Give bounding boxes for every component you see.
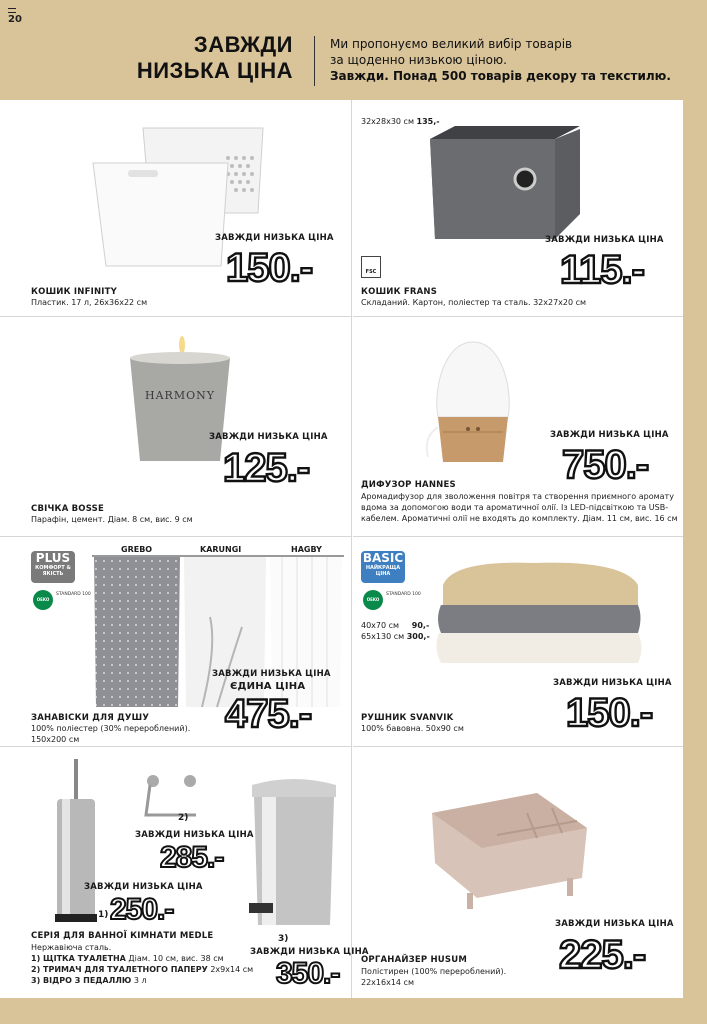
product-curtains[interactable] xyxy=(0,537,352,747)
husum-price-tag: ЗАВЖДИ НИЗЬКА ЦІНА xyxy=(555,919,674,929)
fsc-logo: FSC xyxy=(361,256,381,278)
hannes-desc-line3: кабелем. Ароматичні олії не входять до комплекту. Діам. 11 см, вис. 16 см xyxy=(361,514,678,523)
curtains-desc-line1: 100% поліестер (30% перероблений). xyxy=(31,724,191,733)
husum-desc-line2: 22х16х14 см xyxy=(361,978,414,987)
product-svanvik[interactable] xyxy=(353,537,683,747)
product-sheet xyxy=(0,100,683,998)
medle-n1: 1) xyxy=(98,910,109,920)
curtains-desc-line2: 150х200 см xyxy=(31,735,80,744)
medle-price-tag-3: ЗАВЖДИ НИЗЬКА ЦІНА xyxy=(250,947,369,957)
infinity-price-tag: ЗАВЖДИ НИЗЬКА ЦІНА xyxy=(215,233,334,243)
medle-desc: Нержавіюча сталь. xyxy=(31,943,112,952)
product-infinity[interactable] xyxy=(0,100,352,317)
curtain-label-hagby: HAGBY xyxy=(291,545,322,554)
candle-bosse-image xyxy=(125,333,235,468)
basic-badge-main: BASIC xyxy=(362,551,404,565)
bosse-price: 125.- xyxy=(223,446,310,490)
header-title-line2: НИЗЬКА ЦІНА xyxy=(136,58,293,83)
product-frans[interactable] xyxy=(353,100,683,317)
header-text-line3: Завжди. Понад 500 товарів декору та текстилю. xyxy=(330,69,671,83)
medle-n3: 3) xyxy=(278,934,289,944)
product-husum[interactable] xyxy=(353,747,683,998)
product-bosse[interactable] xyxy=(0,317,352,537)
medle-item2: 2) ТРИМАЧ ДЛЯ ТУАЛЕТНОГО ПАПЕРУ 2х9х14 см xyxy=(31,965,254,974)
infinity-name: КОШИК INFINITY xyxy=(31,287,117,297)
pedal-bin-image xyxy=(244,775,344,935)
curtains-price: 475.- xyxy=(225,692,312,736)
hannes-price: 750.- xyxy=(562,443,649,487)
hannes-desc xyxy=(361,491,681,524)
svanvik-size2: 65х130 см 300,- xyxy=(361,632,430,641)
infinity-desc: Пластик. 17 л, 26х36х22 см xyxy=(31,298,148,307)
candle-label: HARMONY xyxy=(145,389,215,402)
svanvik-price: 150.- xyxy=(566,691,653,735)
medle-price-1: 250.- xyxy=(110,893,174,926)
curtains-name: ЗАНАВІСКИ ДЛЯ ДУШУ xyxy=(31,713,150,723)
medle-price-tag-1: ЗАВЖДИ НИЗЬКА ЦІНА xyxy=(84,882,203,892)
hannes-name: ДИФУЗОР HANNES xyxy=(361,480,456,490)
paper-holder-image xyxy=(138,775,208,820)
oeko-tex-icon: OEKO TEX xyxy=(33,590,53,610)
svanvik-name: РУШНИК SVANVIK xyxy=(361,713,454,723)
frans-price-tag: ЗАВЖДИ НИЗЬКА ЦІНА xyxy=(545,235,664,245)
medle-price-tag-2: ЗАВЖДИ НИЗЬКА ЦІНА xyxy=(135,830,254,840)
curtains-image xyxy=(92,557,344,707)
plus-badge-main: PLUS xyxy=(35,551,71,565)
product-medle[interactable] xyxy=(0,747,369,998)
frans-name: КОШИК FRANS xyxy=(361,287,438,297)
header-text xyxy=(330,36,671,84)
diffuser-hannes-image xyxy=(423,337,523,472)
husum-desc-line1: Полістирен (100% перероблений). xyxy=(361,967,507,976)
medle-name: СЕРІЯ ДЛЯ ВАННОЇ КІМНАТИ MEDLE xyxy=(31,931,214,941)
header-title xyxy=(137,32,293,84)
header-text-line1: Ми пропонуємо великий вибір товарів xyxy=(330,37,573,51)
bosse-name: СВІЧКА BOSSE xyxy=(31,504,105,514)
frans-price: 115.- xyxy=(560,248,644,292)
svanvik-size1: 40х70 см 90,- xyxy=(361,621,430,630)
frans-desc: Складаний. Картон, поліестер та сталь. 32х27х20 см xyxy=(361,298,587,307)
medle-price-2: 285.- xyxy=(160,841,224,874)
medle-item1: 1) ЩІТКА ТУАЛЕТНА Діам. 10 см, вис. 38 см xyxy=(31,954,224,963)
page-number: 20 xyxy=(8,8,22,25)
hannes-price-tag: ЗАВЖДИ НИЗЬКА ЦІНА xyxy=(550,430,669,440)
oeko-tex-note: STANDARD 100 xyxy=(56,592,91,597)
husum-desc xyxy=(361,966,506,988)
curtains-single-price-tag: ЄДИНА ЦІНА xyxy=(230,681,306,692)
frans-size-note: 32х28х30 см 135,- xyxy=(361,117,440,126)
curtain-label-karungi: KARUNGI xyxy=(200,545,242,554)
hannes-desc-line1: Аромадифузор для зволоження повітря та створення приємного аромату xyxy=(361,492,674,501)
product-hannes[interactable] xyxy=(353,317,683,537)
towels-image xyxy=(433,555,643,665)
oeko-tex-icon: OEKO TEX xyxy=(363,590,383,610)
curtain-label-grebo: GREBO xyxy=(121,545,153,554)
infinity-price: 150.- xyxy=(226,246,313,290)
basic-badge-sub: НАЙКРАЩА ЦІНА xyxy=(365,565,401,577)
curtains-desc xyxy=(31,723,190,745)
medle-n2: 2) xyxy=(178,813,189,823)
husum-name: ОРГАНАЙЗЕР HUSUM xyxy=(361,955,467,965)
husum-price: 225.- xyxy=(559,933,646,977)
basket-frans-image xyxy=(425,124,585,244)
oeko-tex-note: STANDARD 100 xyxy=(386,592,421,597)
organizer-husum-image xyxy=(427,783,597,913)
bosse-price-tag: ЗАВЖДИ НИЗЬКА ЦІНА xyxy=(209,432,328,442)
bosse-desc: Парафін, цемент. Діам. 8 см, вис. 9 см xyxy=(31,515,193,524)
medle-price-3: 350.- xyxy=(276,957,340,990)
header-text-line2: за щоденно низькою ціною. xyxy=(330,53,507,67)
svanvik-price-tag: ЗАВЖДИ НИЗЬКА ЦІНА xyxy=(553,678,672,688)
header-divider xyxy=(314,36,315,86)
toilet-brush-image xyxy=(52,759,102,924)
medle-item3: 3) ВІДРО З ПЕДАЛЛЮ 3 л xyxy=(31,976,147,985)
plus-badge xyxy=(31,551,75,583)
header-title-line1: ЗАВЖДИ xyxy=(193,32,293,57)
basic-badge xyxy=(361,551,405,583)
plus-badge-sub: КОМФОРТ & ЯКІСТЬ xyxy=(35,565,71,577)
curtains-price-tag: ЗАВЖДИ НИЗЬКА ЦІНА xyxy=(212,669,331,679)
hannes-desc-line2: вдома за допомогою води та ароматичної олії. Із LED-підсвіткою та USB- xyxy=(361,503,669,512)
svanvik-desc: 100% бавовна. 50х90 см xyxy=(361,724,464,733)
